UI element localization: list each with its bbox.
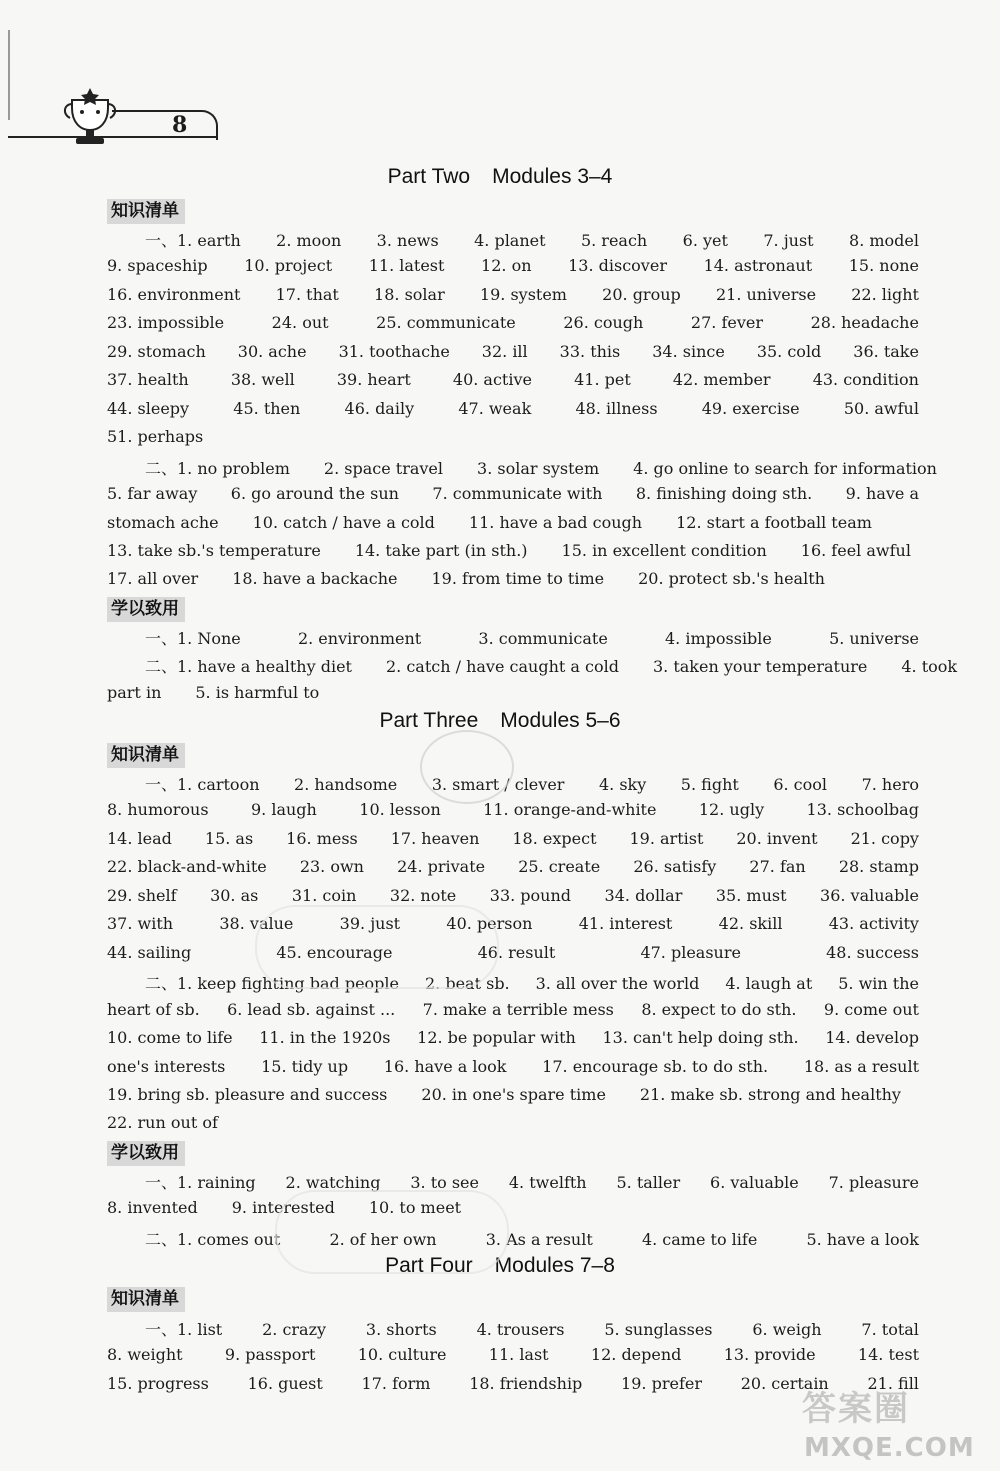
answer-item: 20. certain xyxy=(740,1373,829,1393)
answer-item: 35. must xyxy=(715,885,787,905)
answer-item: 47. pleasure xyxy=(640,942,741,962)
answer-item: 2. watching xyxy=(285,1173,381,1192)
answer-item: 7. total xyxy=(861,1320,919,1339)
answer-item: 2. crazy xyxy=(262,1320,327,1339)
answer-item: 9. interested xyxy=(231,1198,335,1218)
answer-item: 19. prefer xyxy=(621,1373,702,1393)
answer-item: 22. run out of xyxy=(107,1113,218,1133)
answer-item: 11. in the 1920s xyxy=(259,1028,391,1048)
answer-item: 46. result xyxy=(477,942,556,962)
answer-item: 17. heaven xyxy=(390,828,480,848)
answer-item: 16. guest xyxy=(247,1373,323,1393)
answer-item: 14. take part (in sth.) xyxy=(354,540,528,560)
answer-item: 12. be popular with xyxy=(417,1028,576,1048)
answer-item: 16. mess xyxy=(286,828,358,848)
answer-line xyxy=(107,1374,919,1393)
answer-item: 42. skill xyxy=(718,914,783,934)
answer-item: 36. valuable xyxy=(820,885,919,905)
answer-item: 4. impossible xyxy=(665,629,772,648)
answer-item: part in xyxy=(107,682,162,702)
answer-item: 6. go around the sun xyxy=(230,484,399,504)
answer-item: 4. planet xyxy=(474,231,546,250)
answer-item: 11. have a bad cough xyxy=(468,512,643,532)
answer-item: 4. laugh at xyxy=(725,974,813,994)
answer-item: 48. illness xyxy=(575,398,658,418)
part-two-label: Part Two xyxy=(387,165,471,188)
answer-item: 13. provide xyxy=(723,1345,816,1365)
answer-item: 28. headache xyxy=(810,313,919,333)
answer-item: 9. spaceship xyxy=(107,256,208,276)
answer-item: 36. take xyxy=(853,341,919,361)
answer-item: 7. just xyxy=(763,231,814,250)
answer-item: 11. last xyxy=(488,1345,549,1365)
answer-item: 17. all over xyxy=(107,569,199,589)
answer-item: 2. environment xyxy=(297,629,422,648)
answer-item: 44. sailing xyxy=(107,942,192,962)
answer-line xyxy=(107,1000,919,1019)
answer-item: 38. value xyxy=(219,914,294,934)
answer-item: 32. ill xyxy=(481,341,528,361)
answer-line xyxy=(107,800,919,819)
answer-item: 5. taller xyxy=(616,1173,681,1192)
answer-line xyxy=(107,285,919,304)
margin-rule xyxy=(8,30,10,120)
answer-item: 41. interest xyxy=(578,914,673,934)
answer-line xyxy=(145,456,937,479)
trophy-icon xyxy=(60,86,120,150)
answer-item: 10. come to life xyxy=(107,1028,233,1048)
answer-line xyxy=(107,342,919,361)
answer-line xyxy=(107,427,919,446)
answer-item: 39. just xyxy=(339,914,401,934)
part-two-modules: Modules 3–4 xyxy=(492,165,613,188)
answer-item: 21. fill xyxy=(867,1373,919,1393)
answer-item: 11. orange-and-white xyxy=(483,800,657,820)
answer-item: 9. come out xyxy=(823,999,919,1019)
answer-line xyxy=(145,1170,919,1193)
stamp-watermark xyxy=(420,730,514,804)
answer-item: 28. stamp xyxy=(838,857,919,877)
answer-item: 12. depend xyxy=(590,1345,682,1365)
answer-item: 13. take sb.'s temperature xyxy=(107,540,321,560)
answer-item: 9. have a xyxy=(845,484,919,504)
apply-tag: 学以致用 xyxy=(107,597,185,622)
answer-item: 20. group xyxy=(602,284,681,304)
stamp-watermark xyxy=(255,905,499,989)
answer-item: 30. as xyxy=(210,885,259,905)
answer-item: 10. culture xyxy=(357,1345,447,1365)
answer-item: 二、1. comes out xyxy=(145,1229,281,1249)
answer-item: 5. universe xyxy=(829,629,919,648)
answer-line xyxy=(145,626,919,649)
answer-item: 6. cool xyxy=(773,775,828,794)
answer-item: 二、1. have a healthy diet xyxy=(145,657,352,677)
watermark-logo-text: 答案圈 xyxy=(802,1389,910,1429)
answer-item: 13. can't help doing sth. xyxy=(602,1028,799,1048)
answer-item: 15. progress xyxy=(107,1373,209,1393)
answer-item: 4. go online to search for information xyxy=(633,458,937,478)
answer-item: 26. satisfy xyxy=(633,857,717,877)
answer-item: 35. cold xyxy=(756,341,822,361)
answer-item: 33. this xyxy=(559,341,621,361)
answer-item: 23. impossible xyxy=(107,313,225,333)
answer-line xyxy=(145,1227,919,1250)
answer-item: 12. start a football team xyxy=(676,512,872,532)
answer-item: 25. communicate xyxy=(376,313,516,333)
answer-item: 18. friendship xyxy=(469,1373,583,1393)
answer-item: 45. encourage xyxy=(276,942,393,962)
part-three-title xyxy=(0,709,1000,733)
answer-item: 3. all over the world xyxy=(535,974,700,994)
answer-item: 8. expect to do sth. xyxy=(641,999,797,1019)
answer-item: 12. on xyxy=(481,256,532,276)
answer-item: 20. protect sb.'s health xyxy=(638,569,825,589)
answer-item: 2. catch / have caught a cold xyxy=(385,657,619,677)
answer-line xyxy=(107,313,919,332)
answer-item: 18. expect xyxy=(512,828,597,848)
answer-item: 5. win the xyxy=(838,974,919,994)
answer-item: 34. dollar xyxy=(604,885,683,905)
answer-item: 17. form xyxy=(361,1373,431,1393)
answer-item: 6. valuable xyxy=(710,1173,799,1192)
answer-item: 15. as xyxy=(204,828,254,848)
answer-item: 7. communicate with xyxy=(432,484,603,504)
answer-line xyxy=(145,228,919,251)
answer-item: 34. since xyxy=(652,341,725,361)
answer-item: 33. pound xyxy=(489,885,572,905)
answer-item: 41. pet xyxy=(574,370,631,390)
answer-item: 5. sunglasses xyxy=(604,1320,713,1339)
answer-item: 4. sky xyxy=(598,775,647,794)
answer-item: 37. with xyxy=(107,914,174,934)
answer-item: 8. finishing doing sth. xyxy=(635,484,813,504)
answer-item: 3. news xyxy=(376,231,439,250)
answer-item: 5. reach xyxy=(580,231,648,250)
part-four-label: Part Four xyxy=(385,1254,473,1277)
answer-item: 15. none xyxy=(848,256,919,276)
answer-item: 40. active xyxy=(452,370,532,390)
answer-item: 8. weight xyxy=(107,1345,183,1365)
answer-item: 2. beat sb. xyxy=(424,974,510,994)
watermark-url: MXQE.COM xyxy=(804,1433,975,1463)
answer-item: 24. private xyxy=(397,857,486,877)
answer-item: 42. member xyxy=(672,370,771,390)
answer-item: 31. toothache xyxy=(338,341,450,361)
answer-item: 8. humorous xyxy=(107,800,209,820)
answer-item: 5. fight xyxy=(680,775,739,794)
answer-line xyxy=(107,857,919,876)
answer-line xyxy=(107,1028,919,1047)
answer-item: 46. daily xyxy=(344,398,415,418)
answer-item: 18. solar xyxy=(374,284,445,304)
answer-item: 3. smart / clever xyxy=(431,775,565,794)
answer-item: 19. artist xyxy=(629,828,704,848)
page-number: 8 xyxy=(172,112,188,138)
answer-item: 2. of her own xyxy=(329,1229,437,1249)
answer-item: one's interests xyxy=(107,1056,226,1076)
answer-item: 21. make sb. strong and healthy xyxy=(639,1084,901,1104)
answer-item: 6. yet xyxy=(682,231,728,250)
answer-item: 二、1. no problem xyxy=(145,458,290,478)
stamp-watermark xyxy=(275,1190,509,1274)
answer-item: 18. as a result xyxy=(803,1056,919,1076)
answer-item: 23. own xyxy=(299,857,364,877)
answer-item: 14. develop xyxy=(825,1028,919,1048)
answer-item: 19. bring sb. pleasure and success xyxy=(107,1084,388,1104)
answer-line xyxy=(107,1085,919,1104)
answer-item: 16. feel awful xyxy=(800,540,911,560)
answer-item: 11. latest xyxy=(368,256,445,276)
answer-item: 17. that xyxy=(275,284,339,304)
answer-item: 3. As a result xyxy=(485,1229,593,1249)
answer-item: 44. sleepy xyxy=(107,398,190,418)
knowledge-list-tag: 知识清单 xyxy=(107,1287,185,1312)
answer-item: 9. laugh xyxy=(250,800,317,820)
answer-item: 14. test xyxy=(857,1345,919,1365)
answer-line xyxy=(145,971,919,994)
answer-line xyxy=(107,484,919,503)
answer-item: 4. trousers xyxy=(476,1320,565,1339)
answer-item: 一、1. None xyxy=(145,629,241,648)
answer-item: 7. pleasure xyxy=(828,1173,919,1192)
answer-item: 24. out xyxy=(271,313,329,333)
answer-item: 2. space travel xyxy=(323,458,444,478)
part-three-label: Part Three xyxy=(379,709,479,732)
answer-item: 6. weigh xyxy=(752,1320,822,1339)
answer-item: 3. shorts xyxy=(365,1320,437,1339)
knowledge-list-tag: 知识清单 xyxy=(107,199,185,224)
answer-item: 37. health xyxy=(107,370,189,390)
answer-item: 14. lead xyxy=(107,828,172,848)
answer-line xyxy=(107,1057,919,1076)
answer-item: 3. solar system xyxy=(477,458,600,478)
answer-item: 14. astronaut xyxy=(703,256,813,276)
answer-item: 5. far away xyxy=(107,484,198,504)
answer-line xyxy=(107,256,919,275)
answer-item: 47. weak xyxy=(458,398,532,418)
answer-item: 16. have a look xyxy=(383,1056,507,1076)
answer-item: 3. to see xyxy=(410,1173,479,1192)
answer-item: 51. perhaps xyxy=(107,427,204,447)
site-watermark-logo xyxy=(800,1375,1000,1471)
answer-line xyxy=(107,943,919,962)
answer-item: 10. lesson xyxy=(359,800,441,820)
answer-item: 15. tidy up xyxy=(261,1056,349,1076)
answer-line xyxy=(107,399,919,418)
answer-item: 30. ache xyxy=(237,341,307,361)
answer-item: 3. communicate xyxy=(478,629,608,648)
answer-item: 21. copy xyxy=(850,828,919,848)
answer-item: 26. cough xyxy=(563,313,644,333)
answer-item: 8. model xyxy=(849,231,919,250)
answer-item: 7. hero xyxy=(861,775,919,794)
answer-item: 10. project xyxy=(244,256,333,276)
answer-item: 一、1. earth xyxy=(145,231,241,250)
answer-item: 18. have a backache xyxy=(232,569,398,589)
answer-item: 9. passport xyxy=(224,1345,316,1365)
answer-line xyxy=(145,772,919,795)
answer-line xyxy=(107,1345,919,1364)
answer-line xyxy=(107,886,919,905)
answer-item: 10. catch / have a cold xyxy=(252,512,435,532)
answer-item: 一、1. cartoon xyxy=(145,775,260,794)
answer-item: 8. invented xyxy=(107,1198,198,1218)
answer-item: 17. encourage sb. to do sth. xyxy=(542,1056,769,1076)
answer-item: 12. ugly xyxy=(698,800,765,820)
answer-item: 22. light xyxy=(851,284,919,304)
answer-line xyxy=(107,914,919,933)
answer-item: 27. fan xyxy=(749,857,806,877)
answer-item: 7. make a terrible mess xyxy=(422,999,614,1019)
answer-item: 29. stomach xyxy=(107,341,206,361)
answer-item: 一、1. raining xyxy=(145,1173,256,1192)
answer-line xyxy=(107,370,919,389)
answer-item: 43. condition xyxy=(812,370,919,390)
answer-item: 48. success xyxy=(826,942,919,962)
answer-item: 4. came to life xyxy=(641,1229,758,1249)
answer-item: 16. environment xyxy=(107,284,241,304)
answer-line xyxy=(145,654,958,677)
answer-item: 13. discover xyxy=(568,256,667,276)
answer-item: 19. from time to time xyxy=(431,569,605,589)
answer-item: 27. fever xyxy=(690,313,763,333)
answer-item: 15. in excellent condition xyxy=(561,540,767,560)
answer-line xyxy=(107,1113,919,1132)
answer-item: 43. activity xyxy=(828,914,919,934)
answer-item: 6. lead sb. against ... xyxy=(227,999,396,1019)
answer-item: 49. exercise xyxy=(701,398,800,418)
answer-item: 50. awful xyxy=(843,398,919,418)
answer-item: 22. black-and-white xyxy=(107,857,267,877)
answer-item: 19. system xyxy=(479,284,567,304)
answer-item: 3. taken your temperature xyxy=(652,657,868,677)
answer-item: 10. to meet xyxy=(368,1198,462,1218)
answer-item: 20. invent xyxy=(736,828,818,848)
answer-item: 25. create xyxy=(518,857,601,877)
answer-line xyxy=(107,829,919,848)
answer-item: 一、1. list xyxy=(145,1320,223,1339)
apply-tag: 学以致用 xyxy=(107,1141,185,1166)
answer-line xyxy=(145,1317,919,1340)
answer-line xyxy=(107,569,919,588)
answer-item: heart of sb. xyxy=(107,999,200,1019)
answer-item: 20. in one's spare time xyxy=(421,1084,606,1104)
answer-item: 4. twelfth xyxy=(508,1173,587,1192)
part-three-modules: Modules 5–6 xyxy=(500,709,621,732)
answer-item: 5. have a look xyxy=(806,1229,919,1249)
answer-item: 29. shelf xyxy=(107,885,177,905)
answer-line xyxy=(107,541,919,560)
answer-item: 13. schoolbag xyxy=(806,800,919,820)
answer-line xyxy=(107,513,919,532)
answer-item: 5. is harmful to xyxy=(195,682,320,702)
answer-line xyxy=(107,683,919,702)
answer-item: 45. then xyxy=(233,398,301,418)
knowledge-list-tag: 知识清单 xyxy=(107,743,185,768)
answer-item: 32. note xyxy=(389,885,457,905)
part-two-title xyxy=(0,165,1000,189)
answer-item: 2. handsome xyxy=(294,775,398,794)
answer-item: 40. person xyxy=(446,914,533,934)
answer-item: 38. well xyxy=(230,370,295,390)
answer-item: 2. moon xyxy=(276,231,342,250)
answer-item: 31. coin xyxy=(291,885,357,905)
answer-item: 4. took xyxy=(901,657,958,677)
part-four-modules: Modules 7–8 xyxy=(494,1254,615,1277)
answer-item: stomach ache xyxy=(107,512,219,532)
answer-item: 39. heart xyxy=(336,370,411,390)
answer-line xyxy=(107,1198,919,1217)
answer-item: 21. universe xyxy=(715,284,817,304)
answer-item: 二、1. keep fighting bad people xyxy=(145,974,399,994)
